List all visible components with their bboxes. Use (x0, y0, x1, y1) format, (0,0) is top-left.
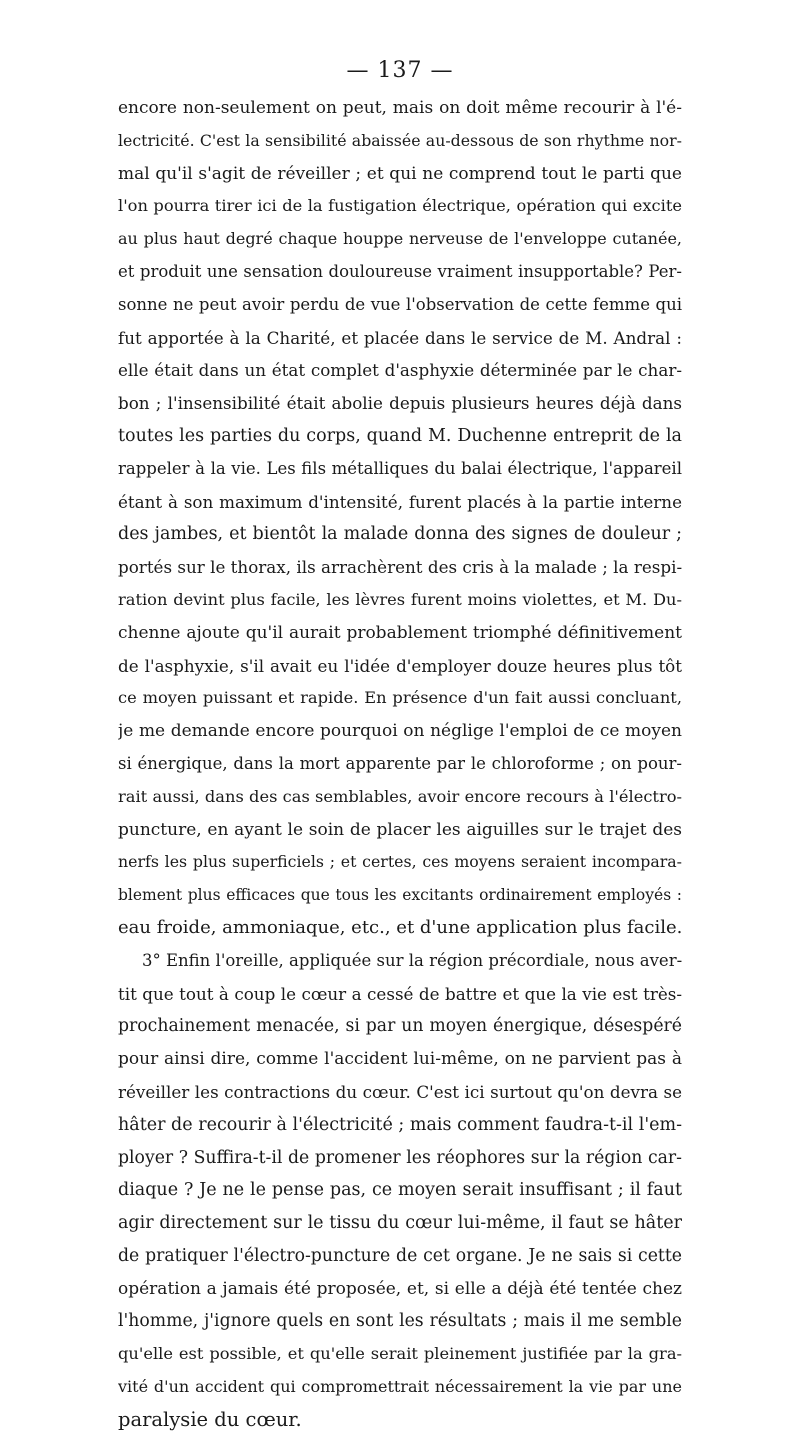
page-number: — 137 — (346, 58, 454, 83)
text-line: vité d'un accident qui compromettrait nécessairement la vie par une (118, 1377, 682, 1397)
text-line: de l'asphyxie, s'il avait eu l'idée d'employer douze heures plus tôt (118, 655, 682, 676)
text-line: si énergique, dans la mort apparente par le chloroforme ; on pour- (118, 753, 682, 773)
text-line: nerfs les plus superficiels ; et certes, ces moyens seraient incompara- (118, 852, 682, 872)
text-line: tit que tout à coup le cœur a cessé de battre et que la vie est très- (118, 983, 682, 1004)
text-line: l'on pourra tirer ici de la fustigation électrique, opération qui excite (118, 196, 682, 216)
text-line: des jambes, et bientôt la malade donna des signes de douleur ; (118, 524, 682, 545)
text-line: toutes les parties du corps, quand M. Duchenne entreprit de la (118, 425, 682, 446)
text-line: et produit une sensation douloureuse vraiment insupportable? Per- (118, 261, 682, 281)
text-line: ployer ? Suffira-t-il de promener les réophores sur la région car- (118, 1147, 682, 1168)
text-line: hâter de recourir à l'électricité ; mais comment faudra-t-il l'em- (118, 1114, 682, 1135)
body-text (118, 92, 682, 1437)
text-line: ce moyen puissant et rapide. En présence d'un fait aussi concluant, (118, 688, 682, 708)
text-line: 3° Enfin l'oreille, appliquée sur la région précordiale, nous aver- (142, 950, 682, 970)
text-line: paralysie du cœur. (118, 1407, 302, 1431)
text-line: l'homme, j'ignore quels en sont les résultats ; mais il me semble (118, 1311, 682, 1332)
text-line: sonne ne peut avoir perdu de vue l'observation de cette femme qui (118, 294, 682, 314)
text-line: opération a jamais été proposée, et, si elle a déjà été tentée chez (118, 1278, 682, 1299)
text-line: qu'elle est possible, et qu'elle serait pleinement justifiée par la gra- (118, 1344, 682, 1364)
text-line: blement plus efficaces que tous les excitants ordinairement employés : (118, 886, 682, 905)
text-line: elle était dans un état complet d'asphyxie déterminée par le char- (118, 360, 682, 381)
text-line: étant à son maximum d'intensité, furent placés à la partie interne (118, 491, 682, 512)
text-line: fut apportée à la Charité, et placée dans le service de M. Andral : (118, 327, 682, 348)
text-line: de pratiquer l'électro-puncture de cet organe. Je ne sais si cette (118, 1245, 682, 1266)
text-line: lectricité. C'est la sensibilité abaissée au-dessous de son rhythme nor- (118, 130, 682, 150)
text-line: réveiller les contractions du cœur. C'est ici surtout qu'on devra se (118, 1081, 682, 1102)
text-line: portés sur le thorax, ils arrachèrent des cris à la malade ; la respi- (118, 557, 682, 578)
text-line: eau froide, ammoniaque, etc., et d'une application plus facile. (118, 916, 682, 938)
text-line: diaque ? Je ne le pense pas, ce moyen serait insuffisant ; il faut (118, 1180, 682, 1201)
text-line: mal qu'il s'agit de réveiller ; et qui ne comprend tout le parti que (118, 163, 682, 184)
text-line: bon ; l'insensibilité était abolie depuis plusieurs heures déjà dans (118, 393, 682, 414)
text-line: je me demande encore pourquoi on néglige l'emploi de ce moyen (118, 721, 682, 742)
text-line: prochainement menacée, si par un moyen énergique, désespéré (118, 1016, 682, 1037)
text-line: encore non-seulement on peut, mais on doit même recourir à l'é- (118, 98, 682, 118)
text-line: puncture, en ayant le soin de placer les aiguilles sur le trajet des (118, 819, 682, 840)
text-line: rappeler à la vie. Les fils métalliques du balai électrique, l'appareil (118, 458, 682, 478)
text-line: agir directement sur le tissu du cœur lui-même, il faut se hâter (118, 1213, 682, 1234)
text-line: au plus haut degré chaque houppe nerveuse de l'enveloppe cutanée, (118, 229, 682, 249)
text-line: rait aussi, dans des cas semblables, avoir encore recours à l'électro- (118, 786, 682, 806)
text-line: pour ainsi dire, comme l'accident lui-même, on ne parvient pas à (118, 1049, 682, 1070)
text-line: ration devint plus facile, les lèvres furent moins violettes, et M. Du- (118, 589, 682, 609)
text-line: chenne ajoute qu'il aurait probablement triomphé définitivement (118, 622, 682, 643)
